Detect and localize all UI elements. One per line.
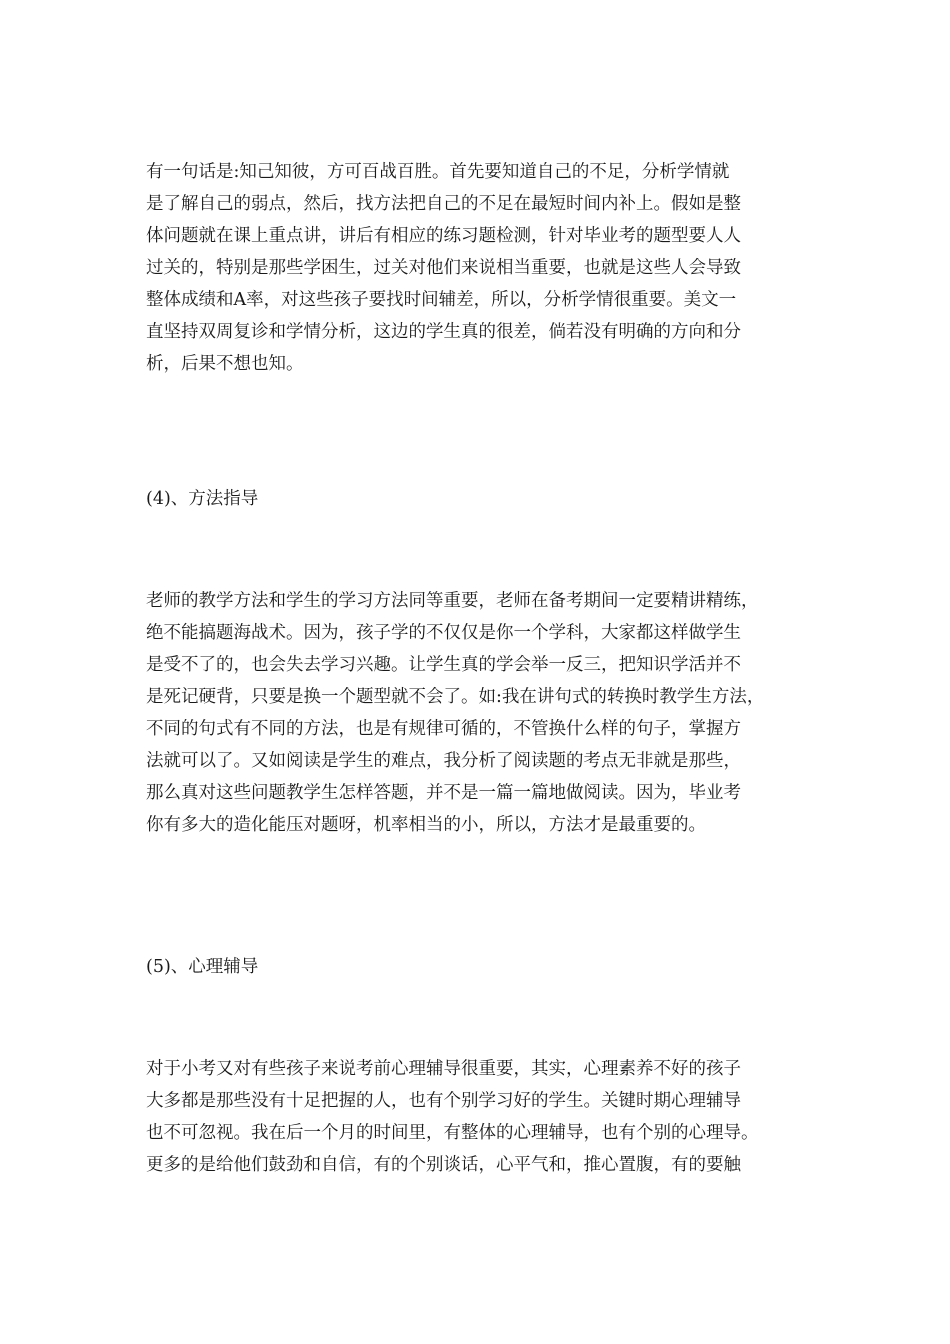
section-heading-psychological-counseling: (5)、心理辅导 [146, 957, 259, 977]
paragraph-know-yourself [146, 156, 846, 380]
text-line: 也不可忽视。我在后一个月的时间里，有整体的心理辅导，也有个别的心理导。 [146, 1123, 759, 1143]
text-line: 大多都是那些没有十足把握的人，也有个别学习好的学生。关键时期心理辅导 [146, 1091, 741, 1111]
text-line: 是死记硬背，只要是换一个题型就不会了。如:我在讲句式的转换时教学生方法， [146, 687, 765, 707]
text-line: 你有多大的造化能压对题呀，机率相当的小，所以，方法才是最重要的。 [146, 815, 706, 835]
paragraph-psychological-counseling [146, 1053, 846, 1181]
paragraph-teaching-method [146, 585, 846, 841]
text-line: 对于小考又对有些孩子来说考前心理辅导很重要，其实，心理素养不好的孩子 [146, 1059, 741, 1079]
text-line: 整体成绩和A率，对这些孩子要找时间辅差，所以，分析学情很重要。美文一 [146, 290, 737, 310]
text-line: 法就可以了。又如阅读是学生的难点，我分析了阅读题的考点无非就是那些， [146, 751, 741, 771]
text-line: 是了解自己的弱点，然后，找方法把自己的不足在最短时间内补上。假如是整 [146, 194, 741, 214]
text-line: 直坚持双周复诊和学情分析，这边的学生真的很差，倘若没有明确的方向和分 [146, 322, 741, 342]
section-heading-method-guidance: (4)、方法指导 [146, 489, 259, 509]
text-line: 老师的教学方法和学生的学习方法同等重要，老师在备考期间一定要精讲精练， [146, 591, 759, 611]
text-line: 绝不能搞题海战术。因为，孩子学的不仅仅是你一个学科，大家都这样做学生 [146, 623, 741, 643]
text-line: 体问题就在课上重点讲，讲后有相应的练习题检测，针对毕业考的题型要人人 [146, 226, 741, 246]
text-line: 过关的，特别是那些学困生，过关对他们来说相当重要，也就是这些人会导致 [146, 258, 741, 278]
text-line: 是受不了的，也会失去学习兴趣。让学生真的学会举一反三，把知识学活并不 [146, 655, 741, 675]
text-line: 析，后果不想也知。 [146, 354, 304, 374]
text-line: 那么真对这些问题教学生怎样答题，并不是一篇一篇地做阅读。因为，毕业考 [146, 783, 741, 803]
text-line: 有一句话是:知己知彼，方可百战百胜。首先要知道自己的不足，分析学情就 [146, 162, 730, 182]
text-line: 更多的是给他们鼓劲和自信，有的个别谈话，心平气和，推心置腹，有的要触 [146, 1155, 741, 1175]
text-line: 不同的句式有不同的方法，也是有规律可循的，不管换什么样的句子，掌握方 [146, 719, 741, 739]
